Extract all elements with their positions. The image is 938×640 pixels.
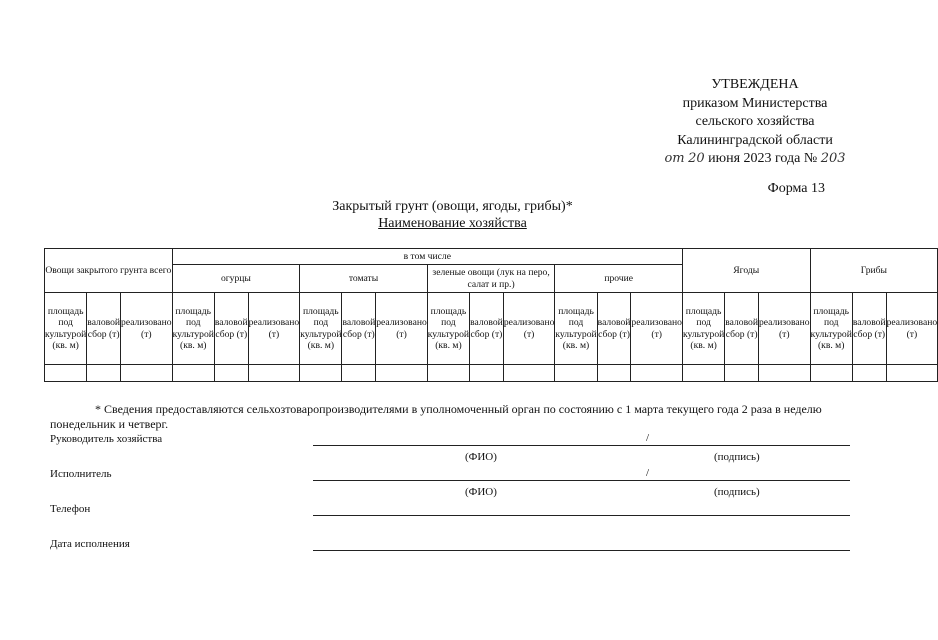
entry-cell[interactable]	[682, 365, 724, 382]
col-sold: реализовано (т)	[886, 293, 938, 365]
col-gross: валовой сбор (т)	[214, 293, 248, 365]
head-signature-line[interactable]	[313, 445, 850, 446]
approval-region: Калининградской области	[677, 132, 833, 148]
col-area: площадь под культурой (кв. м)	[555, 293, 597, 365]
entry-cell[interactable]	[214, 365, 248, 382]
executor-separator: /	[646, 467, 650, 479]
entry-cell[interactable]	[45, 365, 87, 382]
header-greens: зеленые овощи (лук на перо, салат и пр.)	[427, 265, 555, 293]
col-gross: валовой сбор (т)	[470, 293, 504, 365]
head-separator: /	[646, 432, 650, 444]
header-incl: в том числе	[172, 249, 682, 265]
head-sign-caption: (подпись)	[714, 451, 760, 463]
entry-cell[interactable]	[87, 365, 121, 382]
entry-cell[interactable]	[470, 365, 504, 382]
col-gross: валовой сбор (т)	[597, 293, 631, 365]
col-sold: реализовано (т)	[376, 293, 428, 365]
col-area: площадь под культурой (кв. м)	[45, 293, 87, 365]
header-mushrooms: Грибы	[810, 249, 938, 293]
entry-cell[interactable]	[342, 365, 376, 382]
handwritten-day: 20	[688, 151, 705, 166]
approval-title: УТВЕЖДЕНА	[711, 77, 799, 92]
col-gross: валовой сбор (т)	[342, 293, 376, 365]
entry-cell[interactable]	[852, 365, 886, 382]
header-total-vegetables: Овощи закрытого грунта всего	[45, 249, 173, 293]
phone-line[interactable]	[313, 515, 850, 516]
entry-cell[interactable]	[172, 365, 214, 382]
entry-cell[interactable]	[597, 365, 631, 382]
executor-sign-caption: (подпись)	[714, 486, 760, 498]
col-sold: реализовано (т)	[631, 293, 683, 365]
head-fio-caption: (ФИО)	[465, 451, 497, 463]
col-area: площадь под культурой (кв. м)	[300, 293, 342, 365]
header-berries: Ягоды	[682, 249, 810, 293]
entry-cell[interactable]	[810, 365, 852, 382]
date-text: июня 2023 года №	[708, 151, 818, 166]
handwritten-date-prefix: от	[664, 151, 685, 166]
handwritten-number: 203	[820, 151, 846, 166]
approval-date	[620, 150, 890, 169]
col-gross: валовой сбор (т)	[725, 293, 759, 365]
col-area: площадь под культурой (кв. м)	[810, 293, 852, 365]
entry-cell[interactable]	[725, 365, 759, 382]
header-cucumbers: огурцы	[172, 265, 300, 293]
date-label: Дата исполнения	[50, 538, 130, 550]
col-area: площадь под культурой (кв. м)	[172, 293, 214, 365]
form-title: Закрытый грунт (овощи, ягоды, грибы)*	[332, 199, 573, 214]
col-sold: реализовано (т)	[121, 293, 173, 365]
col-sold: реализовано (т)	[248, 293, 300, 365]
approval-block	[620, 76, 890, 169]
col-gross: валовой сбор (т)	[852, 293, 886, 365]
entry-cell[interactable]	[376, 365, 428, 382]
executor-signature-line[interactable]	[313, 480, 850, 481]
data-entry-row	[45, 365, 938, 382]
col-gross: валовой сбор (т)	[87, 293, 121, 365]
entry-cell[interactable]	[248, 365, 300, 382]
form-number: Форма 13	[767, 181, 825, 196]
entry-cell[interactable]	[631, 365, 683, 382]
phone-label: Телефон	[50, 503, 91, 515]
head-label: Руководитель хозяйства	[50, 433, 163, 445]
entry-cell[interactable]	[886, 365, 938, 382]
footnote: * Сведения предоставляются сельхозтоваропроизводителями в уполномоченный орган по состоянию с 1 марта текущего года 2 раза в неделю понедельник и четверг.	[50, 402, 822, 431]
approval-ministry: сельского хозяйства	[695, 114, 815, 129]
farm-name-heading	[0, 216, 905, 232]
form-table	[44, 248, 938, 382]
date-line[interactable]	[313, 550, 850, 551]
entry-cell[interactable]	[503, 365, 555, 382]
entry-cell[interactable]	[427, 365, 469, 382]
entry-cell[interactable]	[300, 365, 342, 382]
col-sold: реализовано (т)	[759, 293, 811, 365]
executor-fio-caption: (ФИО)	[465, 486, 497, 498]
header-tomatoes: томаты	[300, 265, 428, 293]
col-area: площадь под культурой (кв. м)	[427, 293, 469, 365]
executor-label: Исполнитель	[50, 468, 112, 480]
entry-cell[interactable]	[555, 365, 597, 382]
col-sold: реализовано (т)	[503, 293, 555, 365]
farm-name-label: Наименование хозяйства	[378, 216, 527, 231]
column-header-row	[45, 293, 938, 365]
header-other: прочие	[555, 265, 683, 293]
entry-cell[interactable]	[759, 365, 811, 382]
entry-cell[interactable]	[121, 365, 173, 382]
approval-order: приказом Министерства	[682, 95, 828, 111]
col-area: площадь под культурой (кв. м)	[682, 293, 724, 365]
